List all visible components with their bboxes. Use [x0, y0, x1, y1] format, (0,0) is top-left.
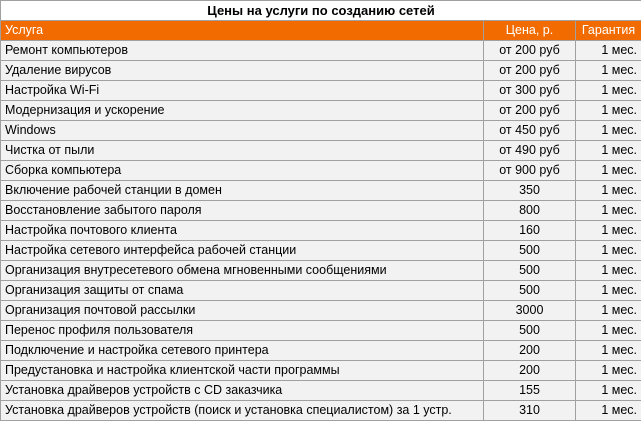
column-header-warranty: Гарантия — [576, 21, 641, 41]
price-cell: 200 — [484, 361, 576, 381]
service-cell: Восстановление забытого пароля — [1, 201, 484, 221]
warranty-cell: 1 мес. — [576, 261, 641, 281]
table-row — [1, 341, 641, 361]
service-cell: Удаление вирусов — [1, 61, 484, 81]
price-cell: 310 — [484, 401, 576, 421]
price-cell: 350 — [484, 181, 576, 201]
title-row — [1, 1, 641, 21]
price-cell: 500 — [484, 261, 576, 281]
table-row — [1, 321, 641, 341]
service-cell: Настройка сетевого интерфейса рабочей станции — [1, 241, 484, 261]
service-cell: Установка драйверов устройств (поиск и установка специалистом) за 1 устр. — [1, 401, 484, 421]
table-row — [1, 361, 641, 381]
service-cell: Модернизация и ускорение — [1, 101, 484, 121]
warranty-cell: 1 мес. — [576, 301, 641, 321]
table-row — [1, 241, 641, 261]
price-cell: от 200 руб — [484, 61, 576, 81]
warranty-cell: 1 мес. — [576, 61, 641, 81]
warranty-cell: 1 мес. — [576, 201, 641, 221]
price-cell: от 490 руб — [484, 141, 576, 161]
warranty-cell: 1 мес. — [576, 101, 641, 121]
warranty-cell: 1 мес. — [576, 121, 641, 141]
warranty-cell: 1 мес. — [576, 281, 641, 301]
price-cell: 500 — [484, 281, 576, 301]
warranty-cell: 1 мес. — [576, 241, 641, 261]
price-cell: от 200 руб — [484, 101, 576, 121]
table-row — [1, 141, 641, 161]
warranty-cell: 1 мес. — [576, 81, 641, 101]
warranty-cell: 1 мес. — [576, 401, 641, 421]
header-row — [1, 21, 641, 41]
table-row — [1, 201, 641, 221]
service-cell: Предустановка и настройка клиентской части программы — [1, 361, 484, 381]
warranty-cell: 1 мес. — [576, 361, 641, 381]
table-row — [1, 41, 641, 61]
table-row — [1, 281, 641, 301]
table-row — [1, 181, 641, 201]
table-row — [1, 381, 641, 401]
price-cell: от 450 руб — [484, 121, 576, 141]
warranty-cell: 1 мес. — [576, 41, 641, 61]
warranty-cell: 1 мес. — [576, 341, 641, 361]
service-cell: Организация почтовой рассылки — [1, 301, 484, 321]
service-cell: Установка драйверов устройств с CD заказчика — [1, 381, 484, 401]
warranty-cell: 1 мес. — [576, 381, 641, 401]
table-row — [1, 101, 641, 121]
warranty-cell: 1 мес. — [576, 181, 641, 201]
price-cell: 155 — [484, 381, 576, 401]
service-cell: Подключение и настройка сетевого принтера — [1, 341, 484, 361]
warranty-cell: 1 мес. — [576, 321, 641, 341]
price-cell: от 900 руб — [484, 161, 576, 181]
price-cell: 500 — [484, 241, 576, 261]
table-row — [1, 401, 641, 421]
price-cell: от 200 руб — [484, 41, 576, 61]
column-header-service: Услуга — [1, 21, 484, 41]
price-cell: от 300 руб — [484, 81, 576, 101]
price-cell: 500 — [484, 321, 576, 341]
table-body — [1, 41, 641, 421]
service-cell: Windows — [1, 121, 484, 141]
table-row — [1, 121, 641, 141]
service-cell: Настройка Wi-Fi — [1, 81, 484, 101]
service-cell: Ремонт компьютеров — [1, 41, 484, 61]
column-header-price: Цена, р. — [484, 21, 576, 41]
warranty-cell: 1 мес. — [576, 221, 641, 241]
price-cell: 200 — [484, 341, 576, 361]
service-cell: Чистка от пыли — [1, 141, 484, 161]
service-cell: Организация внутресетевого обмена мгновенными сообщениями — [1, 261, 484, 281]
price-cell: 3000 — [484, 301, 576, 321]
warranty-cell: 1 мес. — [576, 141, 641, 161]
table-row — [1, 221, 641, 241]
price-cell: 800 — [484, 201, 576, 221]
service-cell: Сборка компьютера — [1, 161, 484, 181]
service-cell: Перенос профиля пользователя — [1, 321, 484, 341]
table-row — [1, 301, 641, 321]
service-cell: Включение рабочей станции в домен — [1, 181, 484, 201]
table-row — [1, 81, 641, 101]
table-row — [1, 261, 641, 281]
table-title: Цены на услуги по созданию сетей — [1, 1, 641, 21]
table-row — [1, 61, 641, 81]
table-row — [1, 161, 641, 181]
warranty-cell: 1 мес. — [576, 161, 641, 181]
service-cell: Настройка почтового клиента — [1, 221, 484, 241]
price-cell: 160 — [484, 221, 576, 241]
service-cell: Организация защиты от спама — [1, 281, 484, 301]
